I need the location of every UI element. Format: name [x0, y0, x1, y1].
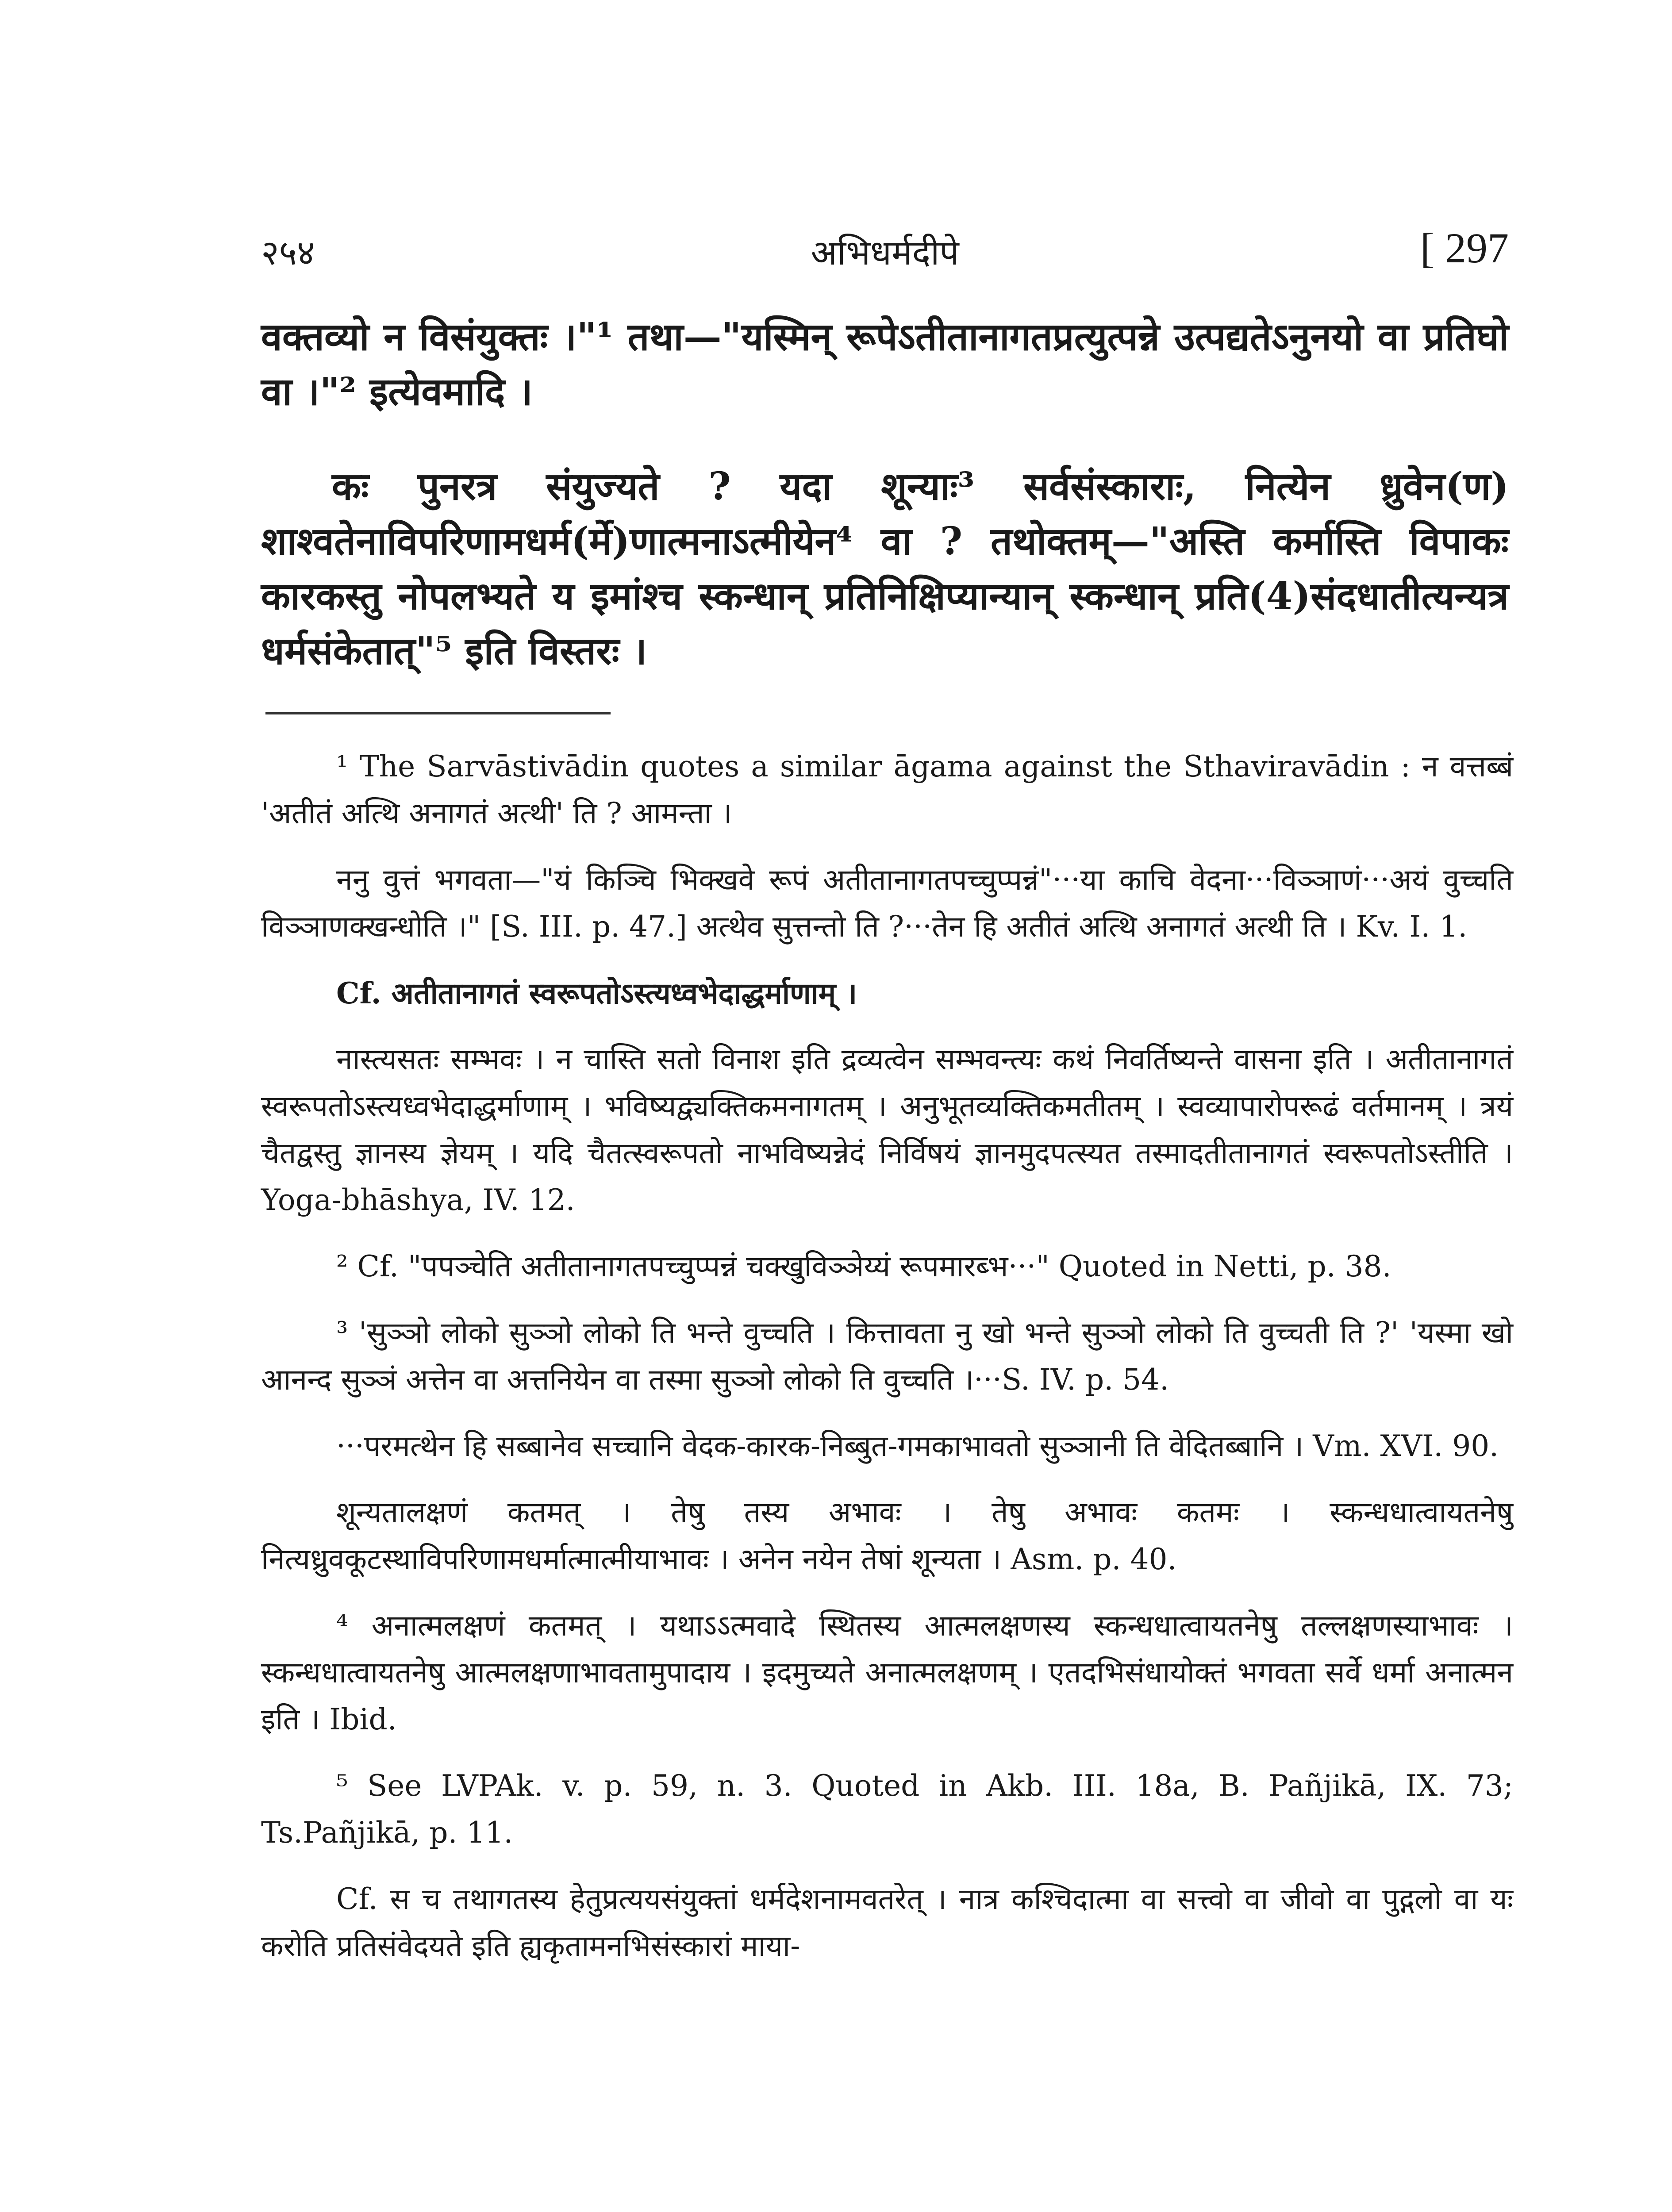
footnote-3-asm: शून्यतालक्षणं कतमत् । तेषु तस्य अभावः । तेषु अभावः कतमः । स्कन्धधात्वायतनेषु नित्यध्रुवकूटस्थाविपरिणामधर्मात्मात्मीयाभावः । अनेन नयेन तेषां शून्यता । Asm. p. 40. — [261, 1495, 1513, 1576]
running-title: अभिधर्मदीपे — [811, 233, 959, 273]
footnote-1-cf: Cf. अतीतानागतं स्वरूपतोऽस्त्यध्वभेदाद्धर्माणाम् । — [336, 976, 857, 1010]
page-number-devanagari: २५४ — [261, 233, 315, 273]
footnote-3-vm: ···परमत्थेन हि सब्बानेव सच्चानि वेदक-कारक-निब्बुत-गमकाभावतो सुञ्ञानी ति वेदितब्बानि । Vm. XVI. 90. — [336, 1429, 1499, 1463]
footnote-1-pali: ननु वुत्तं भगवता—"यं किञ्चि भिक्खवे रूपं अतीतानागतपच्चुप्पन्नं"···या काचि वेदना···विञ्ञाणं···अयं वुच्चति विञ्ञाणक्खन्धोति ।" [S. III. p. 47.] अत्थेव सुत्तन्तो ति ?···तेन हि अतीतं अत्थि अनागतं अत्थी ति । Kv. I. 1. — [261, 863, 1513, 944]
page-number: [ 297 — [1420, 224, 1509, 272]
footnote-divider — [265, 712, 611, 714]
main-paragraph-1: वक्तव्यो न विसंयुक्तः ।"¹ तथा—"यस्मिन् रूपेऽतीतानागतप्रत्युत्पन्ने उत्पद्यतेऽनुनयो वा प्रतिघो वा ।"² इत्येवमादि । — [261, 315, 1509, 414]
footnote-5-cf: Cf. स च तथागतस्य हेतुप्रत्ययसंयुक्तां धर्मदेशनामवतरेत् । नात्र कश्चिदात्मा वा सत्त्वो वा जीवो वा पुद्गलो वा यः करोति प्रतिसंवेदयते इति ह्यकृतामनभिसंस्कारां माया- — [261, 1882, 1513, 1963]
footnote-2: ² Cf. "पपञ्चेति अतीतानागतपच्चुप्पन्नं चक्खुविञ्ञेय्यं रूपमारब्भ···" Quoted in Netti, p. 38. — [336, 1249, 1391, 1283]
footnotes — [261, 743, 1513, 1989]
main-text — [261, 310, 1509, 718]
footnote-3: ³ 'सुञ्ञो लोको सुञ्ञो लोको ति भन्ते वुच्चति । कित्तावता नु खो भन्ते सुञ्ञो लोको ति वुच्चती ति ?' 'यस्मा खो आनन्द सुञ्ञं अत्तेन वा अत्तनियेन वा तस्मा सुञ्ञो लोको ति वुच्चति ।···S. IV. p. 54. — [261, 1316, 1513, 1397]
footnote-5: ⁵ See LVPAk. v. p. 59, n. 3. Quoted in Akb. III. 18a, B. Pañjikā, IX. 73; Ts.Pañjikā, p. 11. — [261, 1769, 1513, 1850]
footnote-1: ¹ The Sarvāstivādin quotes a similar āgama against the Sthaviravādin : न वत्तब्बं 'अतीतं अत्थि अनागतं अत्थी' ति ? आमन्ता । — [261, 749, 1513, 830]
footnote-1-yoga: नास्त्यसतः सम्भवः । न चास्ति सतो विनाश इति द्रव्यत्वेन सम्भवन्त्यः कथं निवर्तिष्यन्ते वासना इति । अतीतानागतं स्वरूपतोऽस्त्यध्वभेदाद्धर्माणाम् । भविष्यद्व्यक्तिकमनागतम् । अनुभूतव्यक्तिकमतीतम् । स्वव्यापारोपरूढं वर्तमानम् । त्रयं चैतद्वस्तु ज्ञानस्य ज्ञेयम् । यदि चैतत्स्वरूपतो नाभविष्यन्नेदं निर्विषयं ज्ञानमुदपत्स्यत तस्मादतीतानागतं स्वरूपतोऽस्तीति । Yoga-bhāshya, IV. 12. — [261, 1042, 1513, 1217]
main-paragraph-2: कः पुनरत्र संयुज्यते ? यदा शून्याः³ सर्वसंस्काराः, नित्येन ध्रुवेन(ण) शाश्वतेनाविपरिणामधर्म(र्मे)णात्मनाऽत्मीयेन⁴ वा ? तथोक्तम्—"अस्ति कर्मास्ति विपाकः कारकस्तु नोपलभ्यते य इमांश्च स्कन्धान् प्रतिनिक्षिप्यान्यान् स्कन्धान् प्रति(4)संदधातीत्यन्यत्र धर्मसंकेतात्"⁵ इति विस्तरः । — [261, 464, 1509, 673]
page-header — [261, 223, 1509, 281]
footnote-4: ⁴ अनात्मलक्षणं कतमत् । यथाऽऽत्मवादे स्थितस्य आत्मलक्षणस्य स्कन्धधात्वायतनेषु तल्लक्षणस्याभावः । स्कन्धधात्वायतनेषु आत्मलक्षणाभावतामुपादाय । इदमुच्यते अनात्मलक्षणम् । एतदभिसंधायोक्तं भगवता सर्वे धर्मा अनात्मन इति । Ibid. — [261, 1609, 1513, 1736]
